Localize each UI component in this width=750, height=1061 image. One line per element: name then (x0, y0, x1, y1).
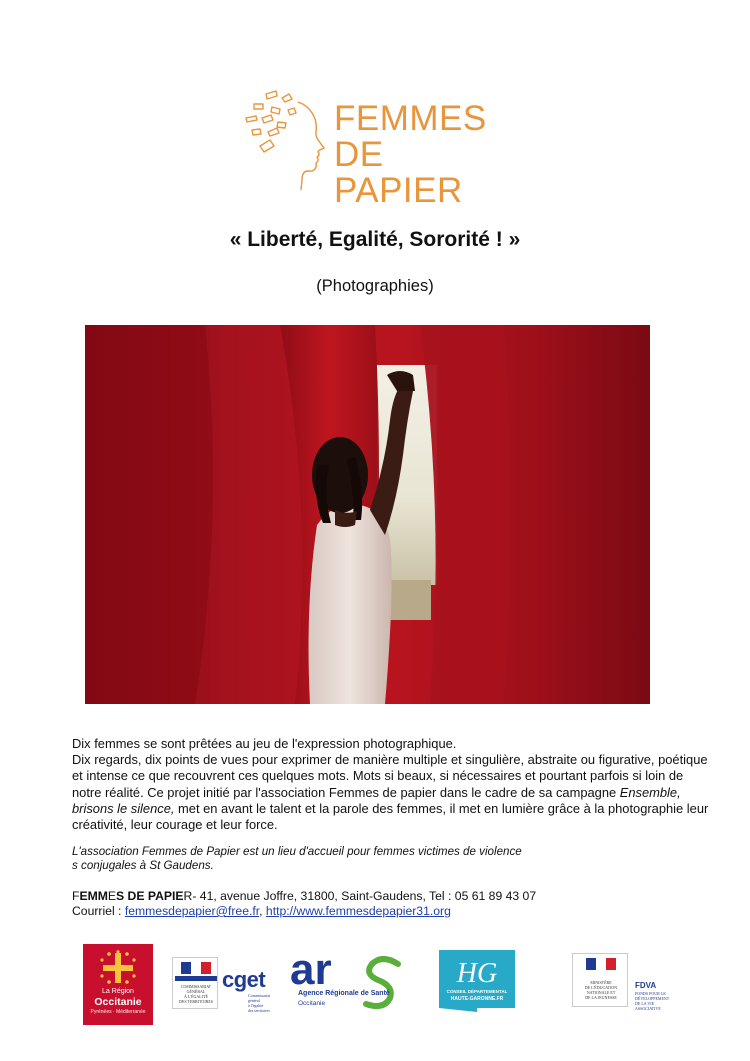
document-subtitle: (Photographies) (316, 277, 434, 295)
contact-block (72, 889, 672, 919)
description-paragraph (72, 752, 712, 833)
address-text: - 41, avenue Joffre, 31800, Saint-Gaudens, Tel : 05 61 89 43 07 (192, 889, 537, 903)
femmes-de-papier-logo (238, 88, 508, 210)
cget-left-text: COMMISSARIAT GÉNÉRAL À L'ÉGALITÉ DES TERRITOIRES (179, 984, 213, 1004)
document-title: « Liberté, Egalité, Sororité ! » (229, 228, 521, 251)
logo-line-1: FEMMES (334, 99, 487, 138)
haute-garonne-logo (437, 948, 517, 1012)
occitanie-line-2: Occitanie (94, 996, 142, 1008)
association-note (72, 845, 632, 873)
ministere-block (572, 953, 628, 1007)
org-name-part: DE (124, 889, 148, 903)
note-line-1: L'association Femmes de Papier est un lieu d'accueil pour femmes victimes de violence (72, 845, 522, 858)
fdva-subtext: FONDS POUR LE DÉVELOPPEMENT DE LA VIE ASSOCIATIVE (635, 991, 670, 1011)
org-name-part: R (183, 889, 193, 903)
occitanie-region-logo (83, 944, 153, 1025)
org-name-part: E (107, 889, 117, 903)
description-text (72, 736, 712, 833)
email-line (72, 904, 672, 919)
occitan-cross-icon (100, 950, 136, 986)
ars-subtext-1: Agence Régionale de Santé (298, 990, 390, 997)
paper-profile-icon (238, 88, 338, 192)
occitanie-line-1: La Région (102, 988, 134, 995)
fdva-logo (572, 953, 687, 1009)
svg-text:ar: ar (290, 950, 332, 994)
paragraph-end: met en avant le talent et la parole des femmes, il met en lumière grâce à la photographie leur créativité, leur courage et leur force. (72, 800, 709, 833)
ars-logo (290, 950, 410, 1016)
hg-mark-icon (437, 948, 517, 1012)
org-name-part: EMM (79, 889, 108, 903)
hg-subtext-2: HAUTE-GARONNE.FR (450, 996, 504, 1002)
ministere-text: MINISTÈRE DE L'ÉDUCATION NATIONALE ET DE LA JEUNESSE (584, 980, 618, 1000)
email-link[interactable]: femmesdepapier@free.fr (124, 904, 260, 918)
website-link[interactable]: http://www.femmesdepapier31.org (265, 904, 451, 918)
hg-subtext-1: CONSEIL DÉPARTEMENTAL (446, 989, 508, 994)
org-name-part: PAPIE (147, 889, 184, 903)
occitanie-line-3: Pyrénées · Méditerranée (90, 1009, 146, 1015)
photo-woman-red-curtains-icon (85, 325, 650, 704)
main-photograph (85, 325, 650, 704)
french-flag-icon (181, 962, 211, 974)
logo-wordmark (334, 101, 508, 209)
cget-logo (172, 957, 276, 1012)
campaign-name: Ensemble, brisons le silence, (72, 784, 681, 816)
svg-text:HG: HG (456, 958, 498, 989)
org-name-part: S (116, 889, 125, 903)
link-separator: , (259, 904, 266, 918)
note-line-2: s conjugales à St Gaudens. (72, 859, 214, 872)
cget-subtext: Commissariat général à l'égalité des territoires (248, 993, 271, 1013)
cget-wordmark: cget (222, 967, 266, 992)
intro-line: Dix femmes se sont prêtées au jeu de l'expression photographique. (72, 736, 457, 751)
address-line (72, 889, 672, 904)
ars-subtext-2: Occitanie (298, 1000, 326, 1007)
courriel-label: Courriel : (72, 904, 125, 918)
fdva-wordmark: FDVA (635, 981, 657, 990)
marianne-block (172, 957, 218, 1009)
org-name-part: F (72, 889, 80, 903)
french-flag-icon (586, 958, 616, 970)
premier-ministre-bar (175, 976, 217, 981)
paragraph-start: Dix regards, dix points de vues pour exprimer de manière multiple et singulière, abstraite ou figurative, poétique et intense ce que recouvrent ces quelques mots. Mots si beaux, si nécessaires et pourtant parfois si loin de notre réalité. Ce projet initié par l'association Femmes de papier dans le cadre de sa campagne (72, 752, 708, 800)
logo-line-2: DE PAPIER (334, 135, 463, 210)
